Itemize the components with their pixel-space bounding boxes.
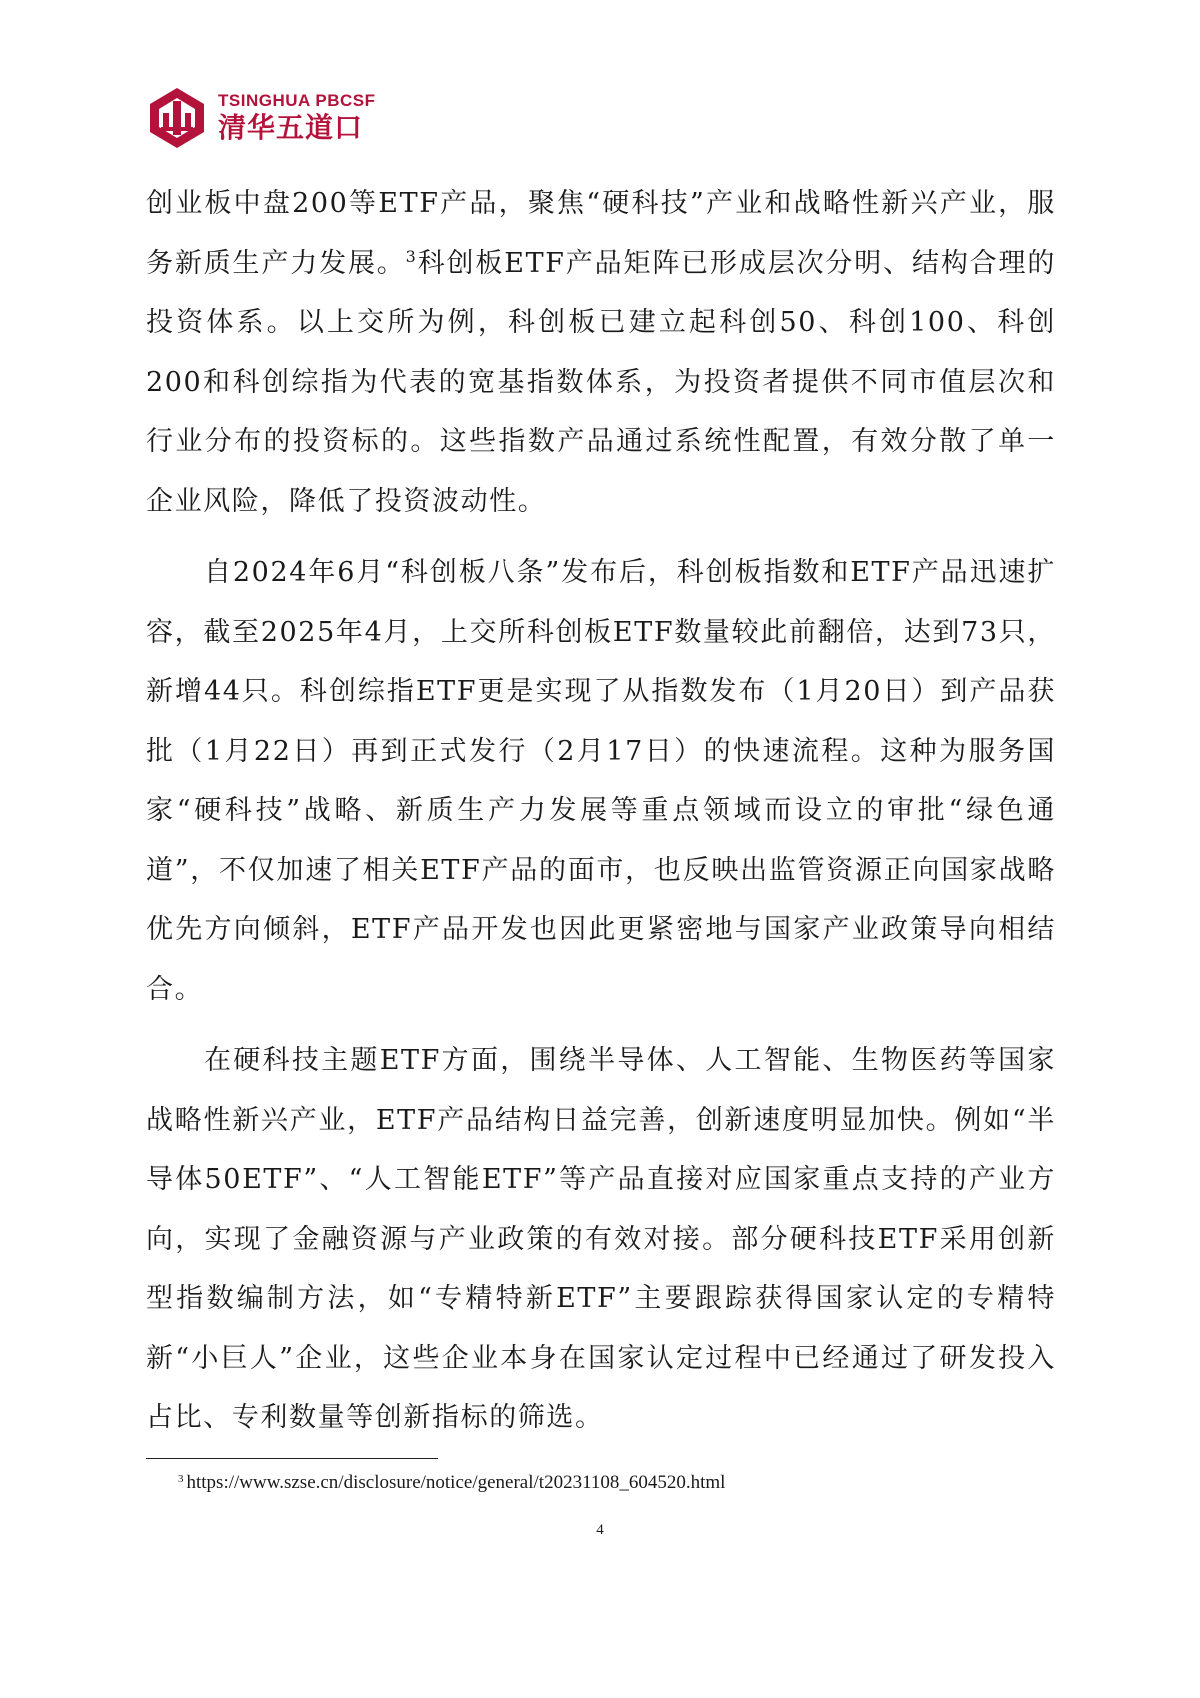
tsinghua-pbcsf-logo-icon <box>148 86 206 150</box>
document-body <box>146 174 1056 1448</box>
footnote-marker: 3 <box>178 1473 184 1485</box>
logo-english-name: TSINGHUA PBCSF <box>218 91 376 110</box>
footnote-reference[interactable]: 3 <box>405 246 418 266</box>
paragraph-3: 在硬科技主题ETF方面，围绕半导体、人工智能、生物医药等国家战略性新兴产业，ETF产品结构日益完善，创新速度明显加快。例如“半导体50ETF”、“人工智能ETF”等产品直接对应国家重点支持的产业方向，实现了金融资源与产业政策的有效对接。部分硬科技ETF采用创新型指数编制方法，如“专精特新ETF”主要跟踪获得国家认定的专精特新“小巨人”企业，这些企业本身在国家认定过程中已经通过了研发投入占比、专利数量等创新指标的筛选。 <box>146 1045 1056 1433</box>
footnote-divider <box>146 1458 438 1459</box>
paragraph-2: 自2024年6月“科创板八条”发布后，科创板指数和ETF产品迅速扩容，截至2025年4月，上交所科创板ETF数量较此前翻倍，达到73只，新增44只。科创综指ETF更是实现了从指数发布（1月20日）到产品获批（1月22日）再到正式发行（2月17日）的快速流程。这种为服务国家“硬科技”战略、新质生产力发展等重点领域而设立的审批“绿色通道”，不仅加速了相关ETF产品的面市，也反映出监管资源正向国家战略优先方向倾斜，ETF产品开发也因此更紧密地与国家产业政策导向相结合。 <box>146 557 1056 1005</box>
paragraph-1-part-a: 创业板中盘200等ETF产品，聚焦“硬科技”产业和战略性新兴产业，服务新质生产力发展。 <box>146 188 1056 279</box>
paragraph-1-part-b: 科创板ETF产品矩阵已形成层次分明、结构合理的投资体系。以上交所为例，科创板已建立起科创50、科创100、科创200和科创综指为代表的宽基指数体系，为投资者提供不同市值层次和行业分布的投资标的。这些指数产品通过系统性配置，有效分散了单一企业风险，降低了投资波动性。 <box>146 247 1056 517</box>
logo-text <box>218 91 376 145</box>
paragraph-1 <box>146 174 1056 531</box>
logo-chinese-name: 清华五道口 <box>218 111 364 144</box>
page-header-logo <box>148 86 376 150</box>
footnote <box>178 1470 725 1496</box>
page-number: 4 <box>596 1522 604 1538</box>
footnote-url[interactable]: https://www.szse.cn/disclosure/notice/general/t20231108_604520.html <box>186 1472 726 1493</box>
